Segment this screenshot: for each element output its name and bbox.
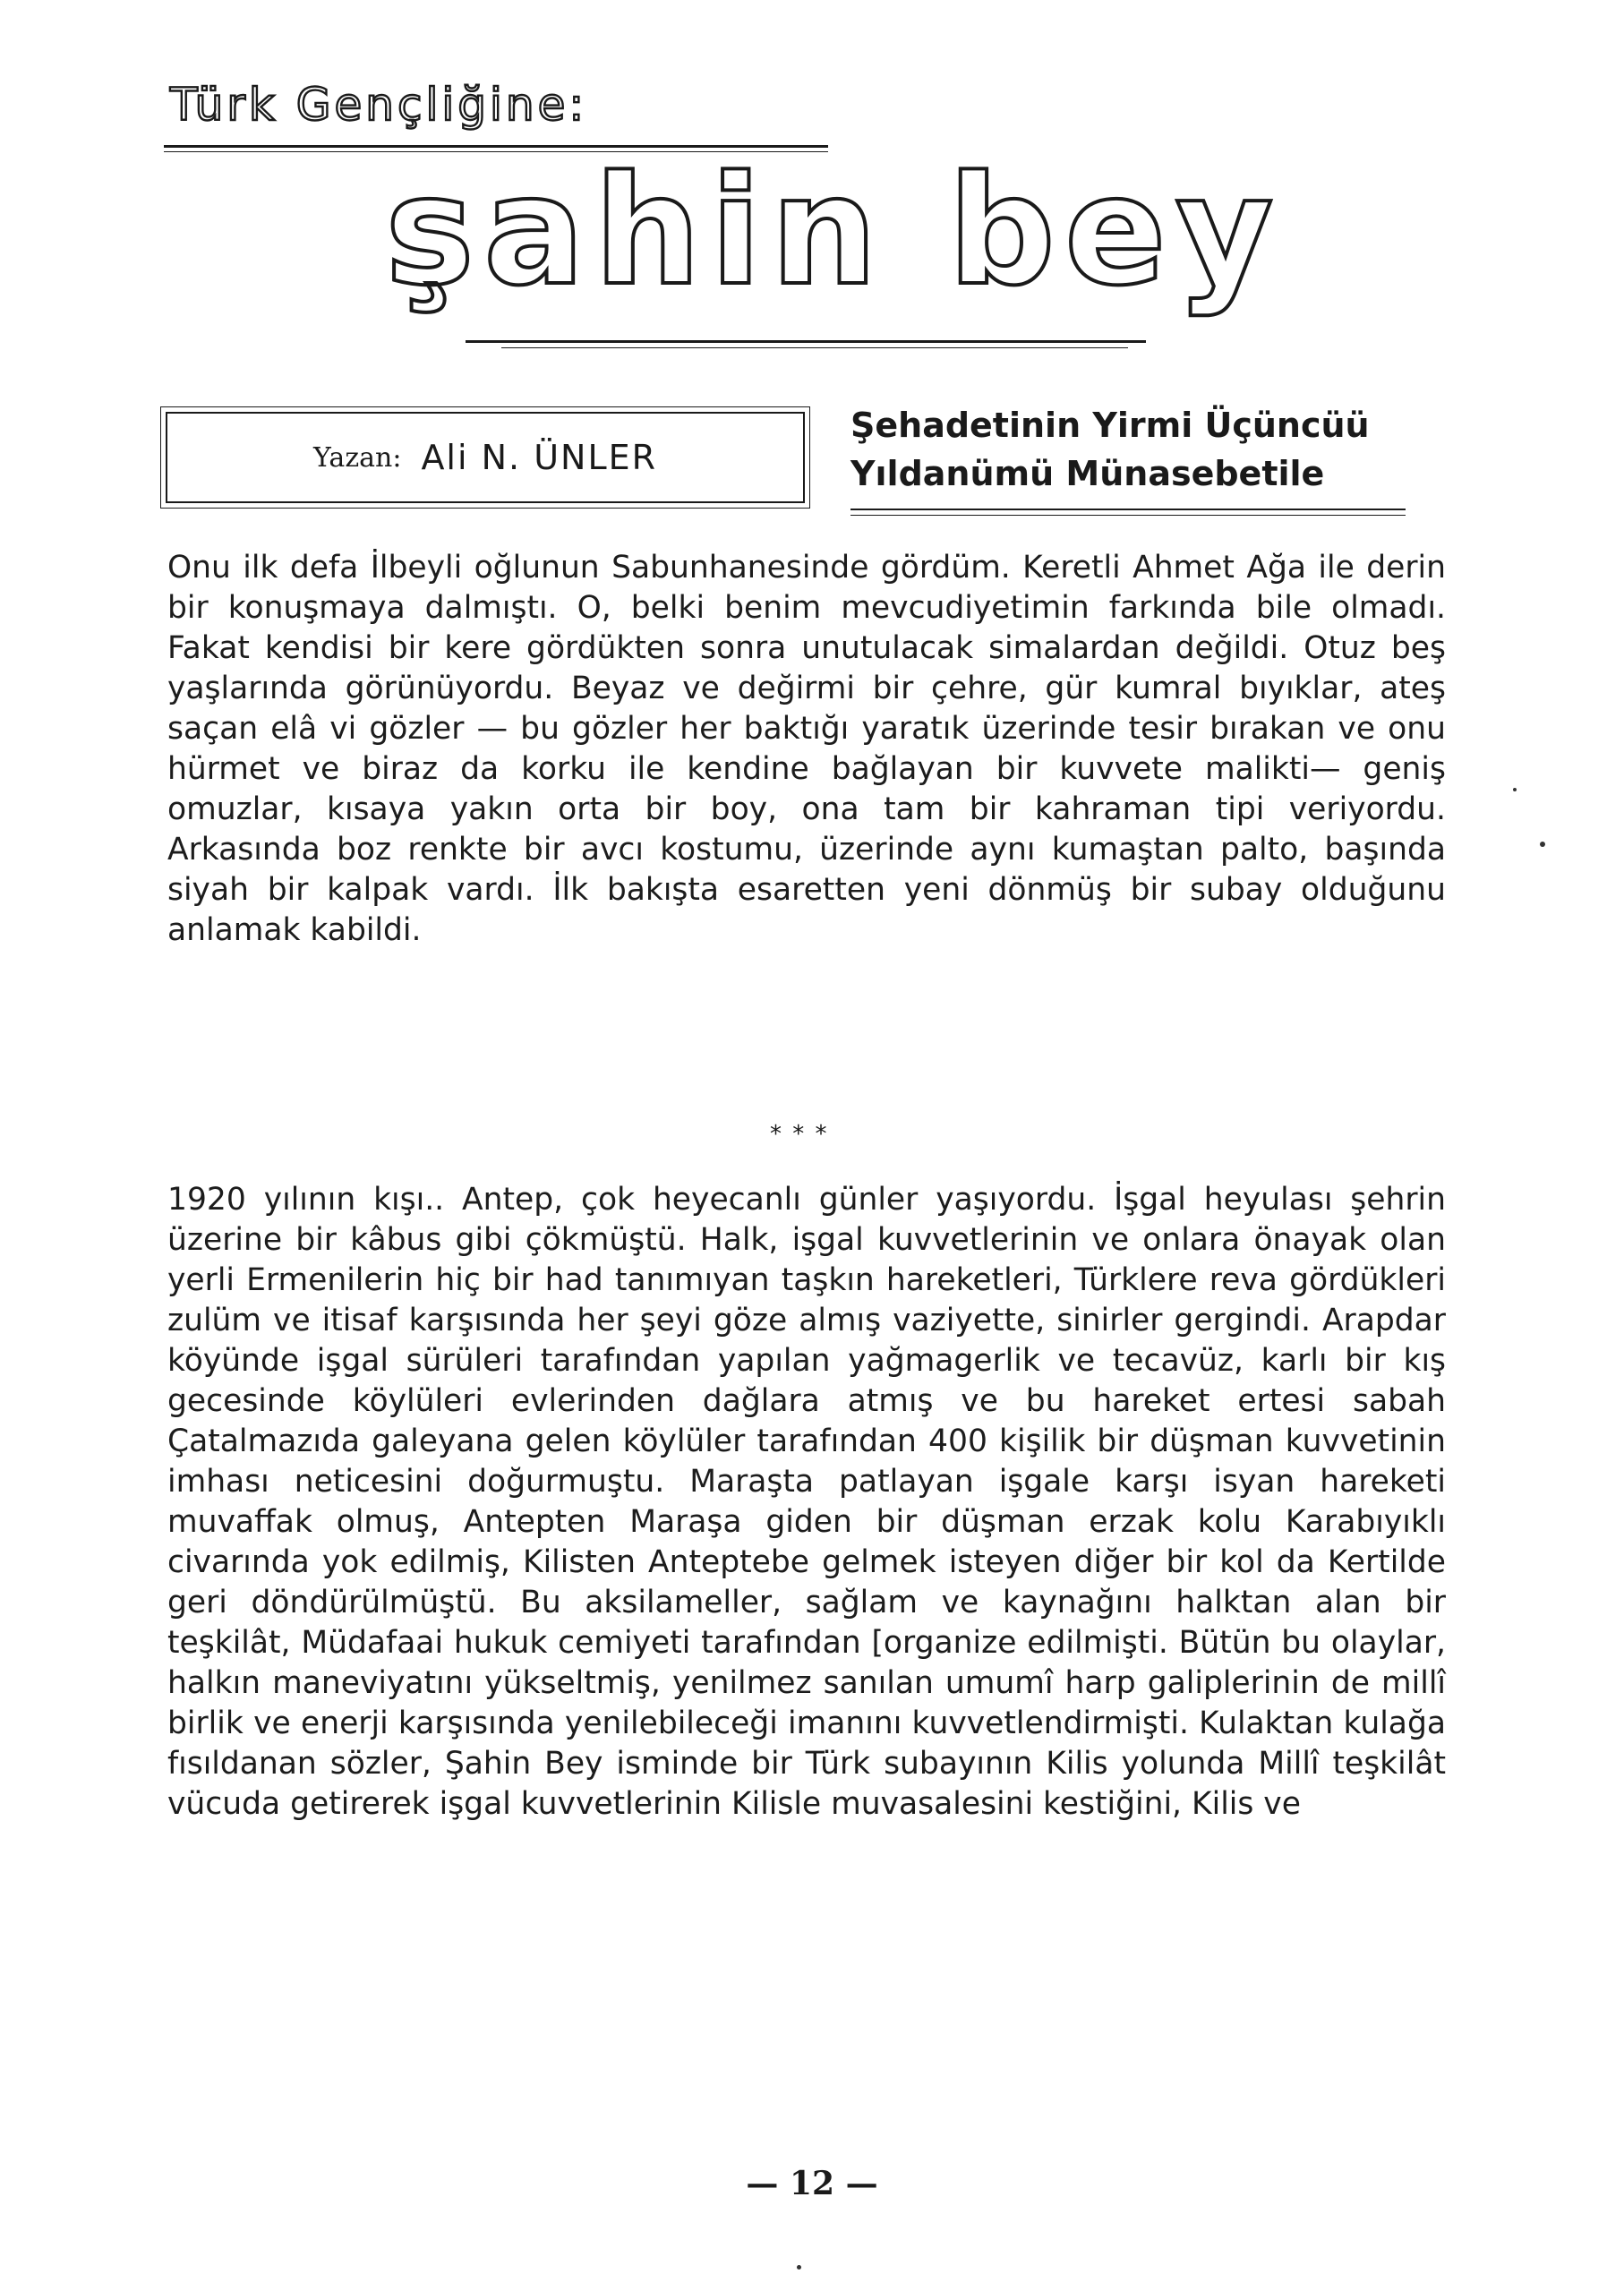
byline-prefix: Yazan:: [312, 441, 402, 474]
scan-speck: [1513, 788, 1517, 791]
subtitle-rule-thin: [850, 515, 1406, 516]
byline-box: [166, 412, 805, 503]
subtitle-line-2: Yıldanümü Münasebetile: [850, 454, 1325, 493]
page-number: — 12 —: [746, 2165, 878, 2202]
author-name: Ali N. ÜNLER: [421, 438, 658, 477]
subtitle-rule: [850, 509, 1406, 510]
title-rule: [466, 340, 1146, 343]
section-separator: * * *: [770, 1121, 829, 1148]
scan-speck: [1540, 842, 1545, 847]
subtitle-line-1: Şehadetinin Yirmi Üçüncüü: [850, 406, 1370, 445]
body-paragraph-1: Onu ilk defa İlbeyli oğlunun Sabunhanesinde gördüm. Keretli Ahmet Ağa ile derin bir konuşmaya dalmıştı. O, belki benim mevcudiyetimin farkında bile olmadı. Fakat kendisi bir kere gördükten sonra unutulacak simalardan değildi. Otuz beş yaşlarında görünüyordu. Beyaz ve değirmi bir çehre, gür kumral bıyıklar, ateş saçan elâ vi gözler — bu gözler her baktığı yaratık üzerinde tesir bırakan ve onu hürmet ve biraz da korku ile kendine bağlayan bir kuvvete malikti— geniş omuzlar, kısaya yakın orta bir boy, ona tam bir kahraman tipi veriyordu. Arkasında boz renkte bir avcı kostumu, üzerinde aynı kumaştan palto, başında siyah bir kalpak vardı. İlk bakışta esaretten yeni dönmüş bir subay olduğunu anlamak kabildi.: [167, 550, 1446, 948]
article-subtitle: [850, 401, 1459, 498]
section-kicker: Türk Gençliğine:: [170, 79, 588, 131]
article-title: şahin bey: [385, 143, 1283, 319]
title-rule-thin: [501, 347, 1128, 348]
scan-speck: [797, 2265, 801, 2270]
body-paragraph-2: 1920 yılının kışı.. Antep, çok heyecanlı günler yaşıyordu. İşgal heyulası şehrin üzerine bir kâbus gibi çökmüştü. Halk, işgal kuvvetlerinin ve onlara önayak olan yerli Ermenilerin hiç bir had tanımıyan taşkın hareketleri, Türklere reva gördükleri zulüm ve itisaf karşısında her şeyi göze almış vaziyette, sinirler gergindi. Arapdar köyünde işgal sürüleri tarafından yapılan yağmagerlik ve tecavüz, karlı bir kış gecesinde köylüleri evlerinden dağlara atmış ve bu hareket ertesi sabah Çatalmazıda galeyana gelen köylüler tarafından 400 kişilik bir düşman kuvvetinin imhası neticesini doğurmuştu. Maraşta patlayan işgale karşı isyan hareketi muvaffak olmuş, Antepten Maraşa giden bir düşman erzak kolu Karabıyıklı civarında yok edilmiş, Kilisten Anteptebe gelmek isteyen diğer bir kol da Kertilde geri döndürülmüştü. Bu aksilameller, sağlam ve kaynağını halktan alan bir teşkilât, Müdafaai hukuk cemiyeti tarafından [organize edilmişti. Bütün bu olaylar, halkın maneviyatını yükseltmiş, yenilmez sanılan umumî harp galiplerinin de millî birlik ve enerji karşısında yenilebileceği imanını kuvvetlendirmişti. Kulaktan kulağa fısıldanan sözler, Şahin Bey isminde bir Türk subayının Kilis yolunda Millî teşkilât vücuda getirerek işgal kuvvetlerinin Kilisle muvasalesini kestiğini, Kilis ve: [167, 1182, 1446, 1822]
